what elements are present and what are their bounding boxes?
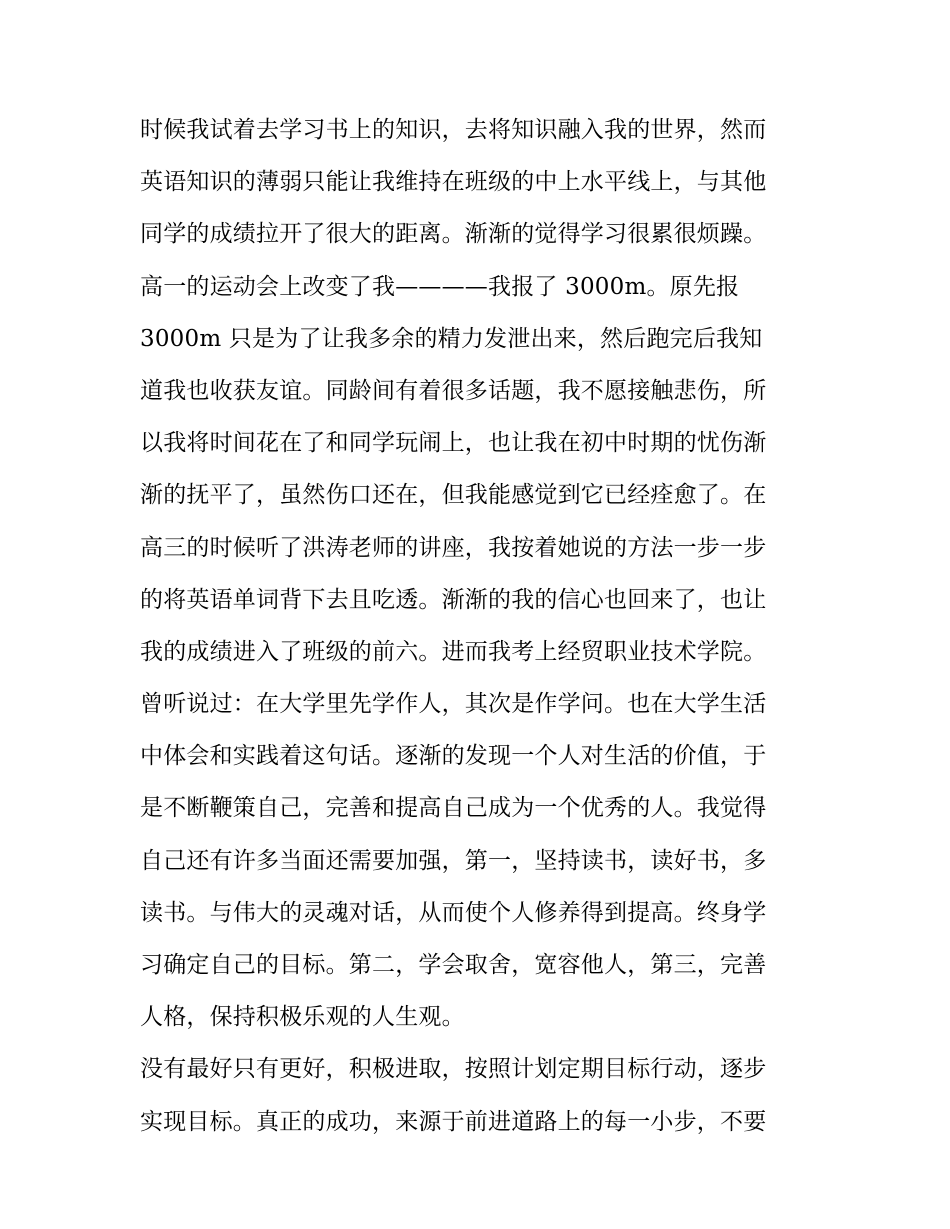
text-line: 道我也收获友谊。同龄间有着很多话题，我不愿接触悲伤，所 — [140, 377, 767, 404]
text-line: 自己还有许多当面还需要加强，第一，坚持读书，读好书，多 — [140, 847, 767, 874]
text-line: 的将英语单词背下去且吃透。渐渐的我的信心也回来了，也让 — [140, 586, 767, 613]
body-text — [140, 104, 840, 1148]
text-line: 同学的成绩拉开了很大的距离。渐渐的觉得学习很累很烦躁。 — [140, 221, 767, 248]
text-line: 我的成绩进入了班级的前六。进而我考上经贸职业技术学院。 — [140, 638, 767, 665]
text-line: 高一的运动会上改变了我————我报了 3000m。原先报 — [140, 273, 740, 300]
text-line: 是不断鞭策自己，完善和提高自己成为一个优秀的人。我觉得 — [140, 795, 767, 822]
text-line: 中体会和实践着这句话。逐渐的发现一个人对生活的价值，于 — [140, 743, 767, 770]
text-line: 没有最好只有更好，积极进取，按照计划定期目标行动，逐步 — [140, 1056, 767, 1083]
text-line: 英语知识的薄弱只能让我维持在班级的中上水平线上，与其他 — [140, 169, 767, 196]
text-line: 时候我试着去学习书上的知识，去将知识融入我的世界，然而 — [140, 117, 767, 143]
text-line: 3000m 只是为了让我多余的精力发泄出来，然后跑完后我知 — [140, 325, 763, 352]
text-line: 高三的时候听了洪涛老师的讲座，我按着她说的方法一步一步 — [140, 534, 767, 561]
text-line: 渐的抚平了，虽然伤口还在，但我能感觉到它已经痊愈了。在 — [140, 482, 767, 509]
text-line: 人格，保持积极乐观的人生观。 — [140, 1004, 465, 1031]
text-line: 习确定自己的目标。第二，学会取舍，宽容他人，第三，完善 — [140, 952, 767, 978]
text-line: 实现目标。真正的成功，来源于前进道路上的每一小步，不要 — [140, 1108, 767, 1135]
text-line: 曾听说过：在大学里先学作人，其次是作学问。也在大学生活 — [140, 691, 767, 718]
text-line: 读书。与伟大的灵魂对话，从而使个人修养得到提高。终身学 — [140, 899, 767, 926]
text-line: 以我将时间花在了和同学玩闹上，也让我在初中时期的忧伤渐 — [140, 430, 767, 457]
